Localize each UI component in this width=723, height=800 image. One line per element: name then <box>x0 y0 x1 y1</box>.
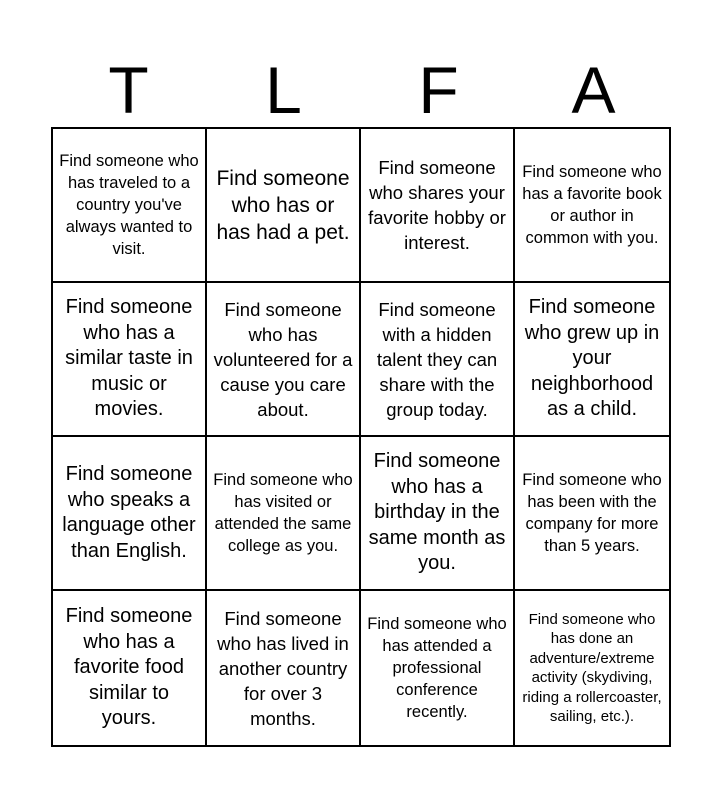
header-letter-a: A <box>571 53 616 127</box>
header-letter-f: F <box>418 53 459 127</box>
bingo-cell <box>207 437 361 591</box>
bingo-cell <box>53 591 207 745</box>
bingo-cell <box>207 129 361 283</box>
bingo-cell <box>515 437 669 591</box>
bingo-cell <box>515 129 669 283</box>
bingo-cell <box>361 283 515 437</box>
bingo-header <box>51 52 671 128</box>
header-letter-t: T <box>108 53 149 127</box>
bingo-cell-text: Find someone who has a favorite book or author in common with you. <box>522 163 662 247</box>
bingo-cell <box>53 129 207 283</box>
bingo-cell <box>207 591 361 745</box>
bingo-cell-text: Find someone who speaks a language other than English. <box>62 463 196 562</box>
bingo-cell-text: Find someone who has or has had a pet. <box>216 166 350 244</box>
bingo-cell-text: Find someone who has been with the company for more than 5 years. <box>522 471 662 555</box>
bingo-board <box>51 127 671 747</box>
bingo-cell <box>361 437 515 591</box>
bingo-cell-text: Find someone who has attended a professional conference recently. <box>367 615 507 721</box>
bingo-cell-text: Find someone who grew up in your neighborhood as a child. <box>524 296 660 421</box>
bingo-cell <box>515 283 669 437</box>
bingo-cell-text: Find someone who has a similar taste in music or movies. <box>65 296 193 421</box>
bingo-cell-text: Find someone who has done an adventure/extreme activity (skydiving, riding a rollercoaster, sailing, etc.). <box>522 610 662 725</box>
bingo-cell <box>207 283 361 437</box>
bingo-cell-text: Find someone who has volunteered for a cause you care about. <box>213 298 353 420</box>
bingo-cell-text: Find someone who shares your favorite hobby or interest. <box>368 157 506 253</box>
bingo-cell-text: Find someone who has a favorite food similar to yours. <box>65 605 193 730</box>
bingo-cell-text: Find someone who has traveled to a country you've always wanted to visit. <box>59 152 199 258</box>
header-letter-l: L <box>265 53 302 127</box>
bingo-cell <box>515 591 669 745</box>
bingo-cell <box>53 437 207 591</box>
bingo-cell <box>361 129 515 283</box>
bingo-cell-text: Find someone who has visited or attended the same college as you. <box>213 471 353 555</box>
bingo-cell-text: Find someone who has a birthday in the same month as you. <box>368 450 506 575</box>
bingo-cell-text: Find someone with a hidden talent they can share with the group today. <box>376 298 498 420</box>
bingo-cell-text: Find someone who has lived in another country for over 3 months. <box>217 607 349 729</box>
bingo-cell <box>53 283 207 437</box>
bingo-cell <box>361 591 515 745</box>
